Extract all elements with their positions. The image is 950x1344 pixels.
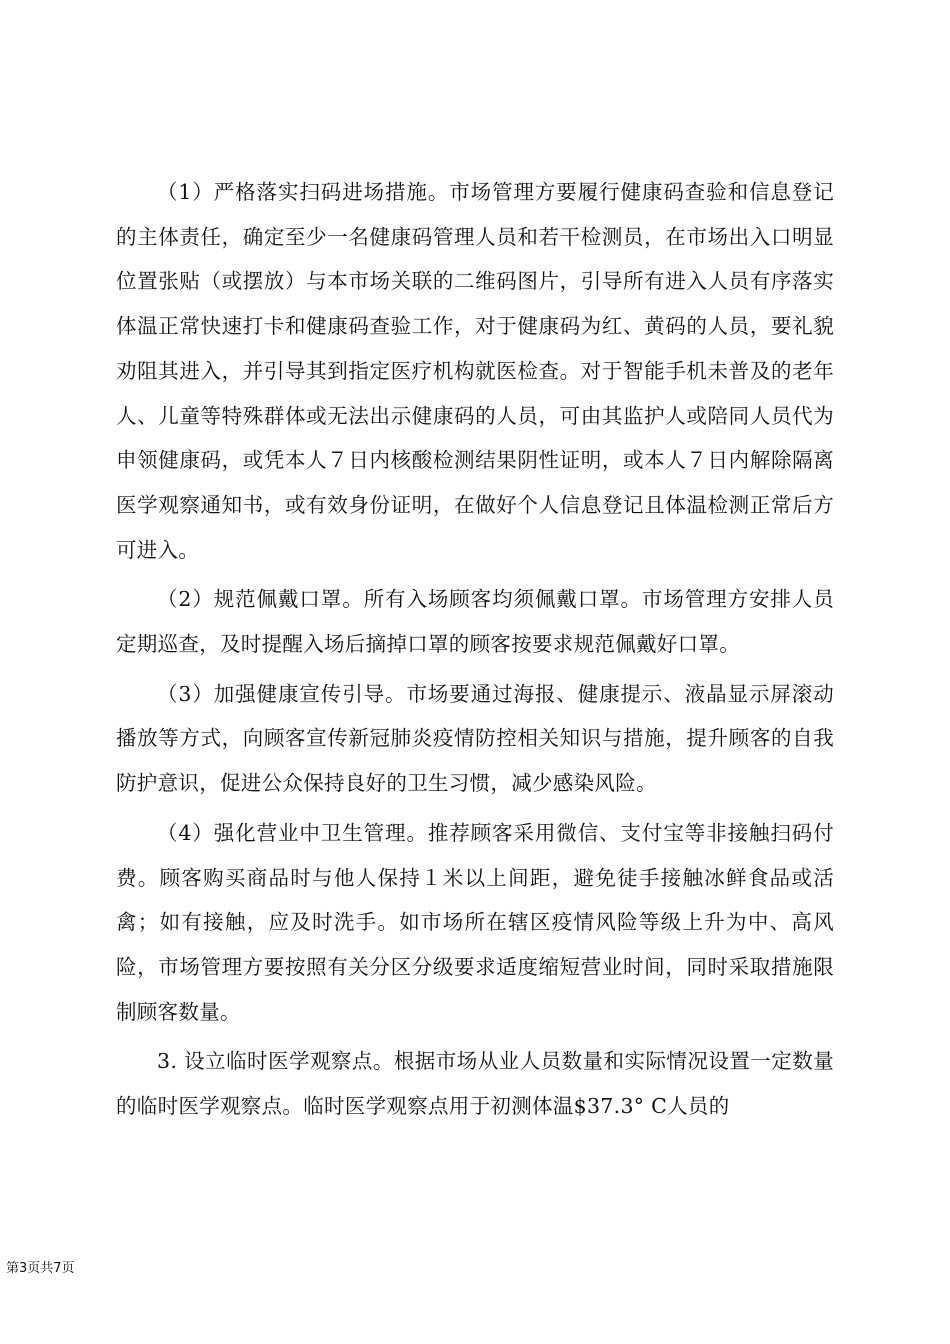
page-number-footer: 第3页共7页 — [6, 1261, 75, 1276]
paragraph-scan-code-entry: （1）严格落实扫码进场措施。市场管理方要履行健康码查验和信息登记的主体责任，确定至少一名健康码管理人员和若干检测员，在市场出入口明显位置张贴（或摆放）与本市场关联的二维码图片，引导所有进入人员有序落实体温正常快速打卡和健康码查验工作，对于健康码为红、黄码的人员，要礼貌劝阻其进入，并引导其到指定医疗机构就医检查。对于智能手机未普及的老年人、儿童等特殊群体或无法出示健康码的人员，可由其监护人或陪同人员代为申领健康码，或凭本人７日内核酸检测结果阴性证明，或本人７日内解除隔离医学观察通知书，或有效身份证明，在做好个人信息登记且体温检测正常后方可进入。 — [116, 180, 834, 562]
paragraph-health-publicity: （3）加强健康宣传引导。市场要通过海报、健康提示、液晶显示屏滚动播放等方式，向顾客宣传新冠肺炎疫情防控相关知识与措施，提升顾客的自我防护意识，促进公众保持良好的卫生习惯，减少感染风险。 — [116, 681, 834, 796]
paragraph-wear-masks: （2）规范佩戴口罩。所有入场顾客均须佩戴口罩。市场管理方安排人员定期巡查，及时提醒入场后摘掉口罩的顾客按要求规范佩戴好口罩。 — [116, 587, 834, 657]
paragraph-medical-observation-point: 3. 设立临时医学观察点。根据市场从业人员数量和实际情况设置一定数量的临时医学观察点。临时医学观察点用于初测体温$37.3° C人员的 — [116, 1049, 834, 1119]
document-body — [116, 170, 834, 1129]
paragraph-hygiene-management: （4）强化营业中卫生管理。推荐顾客采用微信、支付宝等非接触扫码付费。顾客购买商品时与他人保持１米以上间距，避免徒手接触冰鲜食品或活禽；如有接触，应及时洗手。如市场所在辖区疫情风险等级上升为中、高风险，市场管理方要按照有关分区分级要求适度缩短营业时间，同时采取措施限制顾客数量。 — [116, 820, 834, 1024]
